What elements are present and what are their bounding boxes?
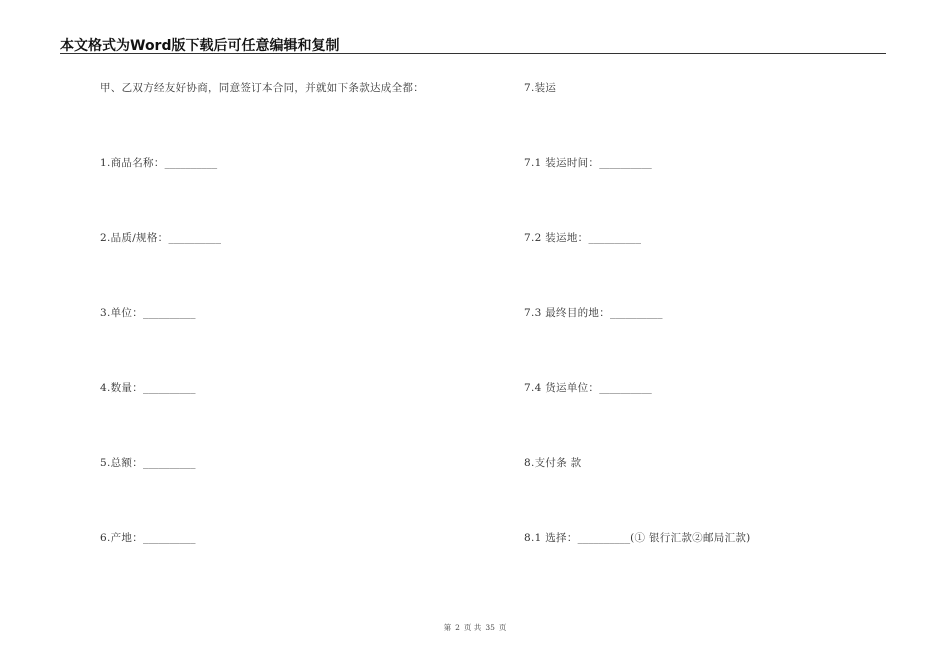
field-final-destination (524, 305, 663, 320)
fill-in-blank: __________ (143, 382, 196, 394)
field-payment-choice (524, 530, 751, 545)
footer-middle: 页 共 (463, 623, 482, 632)
section-heading: 7.装运 (524, 82, 557, 94)
field-product-name (100, 155, 217, 170)
field-freight-unit (524, 380, 652, 395)
field-label: 1.商品名称： (100, 157, 165, 169)
field-unit (100, 305, 196, 320)
field-label: 3.单位： (100, 307, 144, 319)
field-label: 8.1 选择： (524, 532, 578, 544)
fill-in-blank: __________ (599, 157, 652, 169)
field-shipment-time (524, 155, 652, 170)
fill-in-blank: __________ (143, 307, 196, 319)
field-label: 5.总额： (100, 457, 144, 469)
fill-in-blank: __________ (577, 532, 631, 544)
intro-text: 甲、乙双方经友好协商，同意签订本合同，并就如下条款达成全都： (100, 82, 424, 94)
section-heading: 8.支付条 款 (524, 457, 582, 469)
current-page-number: 2 (455, 623, 460, 632)
fill-in-blank: __________ (168, 232, 221, 244)
section-payment-terms (524, 455, 581, 470)
fill-in-blank: __________ (143, 532, 196, 544)
total-page-count: 35 (485, 623, 495, 632)
field-total-amount (100, 455, 196, 470)
fill-in-blank: __________ (588, 232, 641, 244)
section-shipment (524, 80, 556, 95)
contract-intro (100, 80, 424, 95)
field-label: 7.3 最终目的地： (524, 307, 611, 319)
field-label: 7.1 装运时间： (524, 157, 600, 169)
field-label: 4.数量： (100, 382, 144, 394)
fill-in-blank: __________ (143, 457, 196, 469)
field-origin (100, 530, 196, 545)
payment-options: (① 银行汇款②邮局汇款) (630, 532, 751, 544)
field-label: 7.2 装运地： (524, 232, 589, 244)
fill-in-blank: __________ (610, 307, 663, 319)
fill-in-blank: __________ (599, 382, 652, 394)
fill-in-blank: __________ (164, 157, 218, 169)
field-quantity (100, 380, 196, 395)
footer-prefix: 第 (443, 623, 452, 632)
field-shipment-place (524, 230, 641, 245)
page-footer (0, 622, 950, 633)
header-divider (60, 53, 886, 54)
field-quality-spec (100, 230, 221, 245)
field-label: 6.产地： (100, 532, 144, 544)
field-label: 7.4 货运单位： (524, 382, 600, 394)
field-label: 2.品质/规格： (100, 232, 169, 244)
document-header-title: 本文格式为Word版下载后可任意编辑和复制 (60, 38, 340, 54)
footer-suffix: 页 (498, 623, 507, 632)
